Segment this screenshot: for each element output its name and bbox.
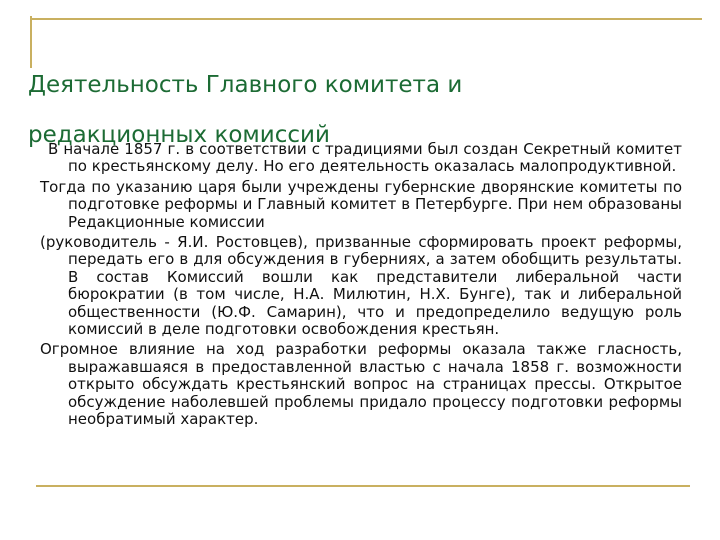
paragraph-editorial-commissions: (руководитель - Я.И. Ростовцев), призванные сформировать проект реформы, передать его в для обсуждения в губерниях, а затем обобщить результаты. В состав Комиссий вошли как представители либеральной части бюрократии (в том числе, Н.А. Милютин, Н.Х. Бунге), так и либеральной общественности (Ю.Ф. Самарин), что и предопределило ведущую роль комиссий в деле подготовки освобождения крестьян.	[40, 233, 682, 339]
decorative-top-line	[30, 18, 702, 20]
decorative-bottom-line	[36, 485, 690, 487]
paragraph-glasnost: Огромное влияние на ход разработки реформы оказала также гласность, выражавшаяся в предоставленной властью с начала 1858 г. возможности открыто обсуждать крестьянский вопрос на страницах прессы. Открытое обсуждение наболевшей проблемы придало процессу подготовки реформы необратимый характер.	[40, 340, 682, 429]
slide-body	[40, 141, 682, 429]
paragraph-provincial-committees: Тогда по указанию царя были учреждены губернские дворянские комитеты по подготовке реформы и Главный комитет в Петербурге. При нем образованы Редакционные комиссии	[40, 177, 682, 231]
slide-title-line-2: редакционных комиссий	[28, 122, 330, 148]
paragraph-secret-committee: В начале 1857 г. в соответствии с традициями был создан Секретный комитет по крестьянскому делу. Но его деятельность оказалась малопродуктивной.	[48, 140, 682, 176]
slide-title-line-1: Деятельность Главного комитета и	[28, 72, 463, 98]
